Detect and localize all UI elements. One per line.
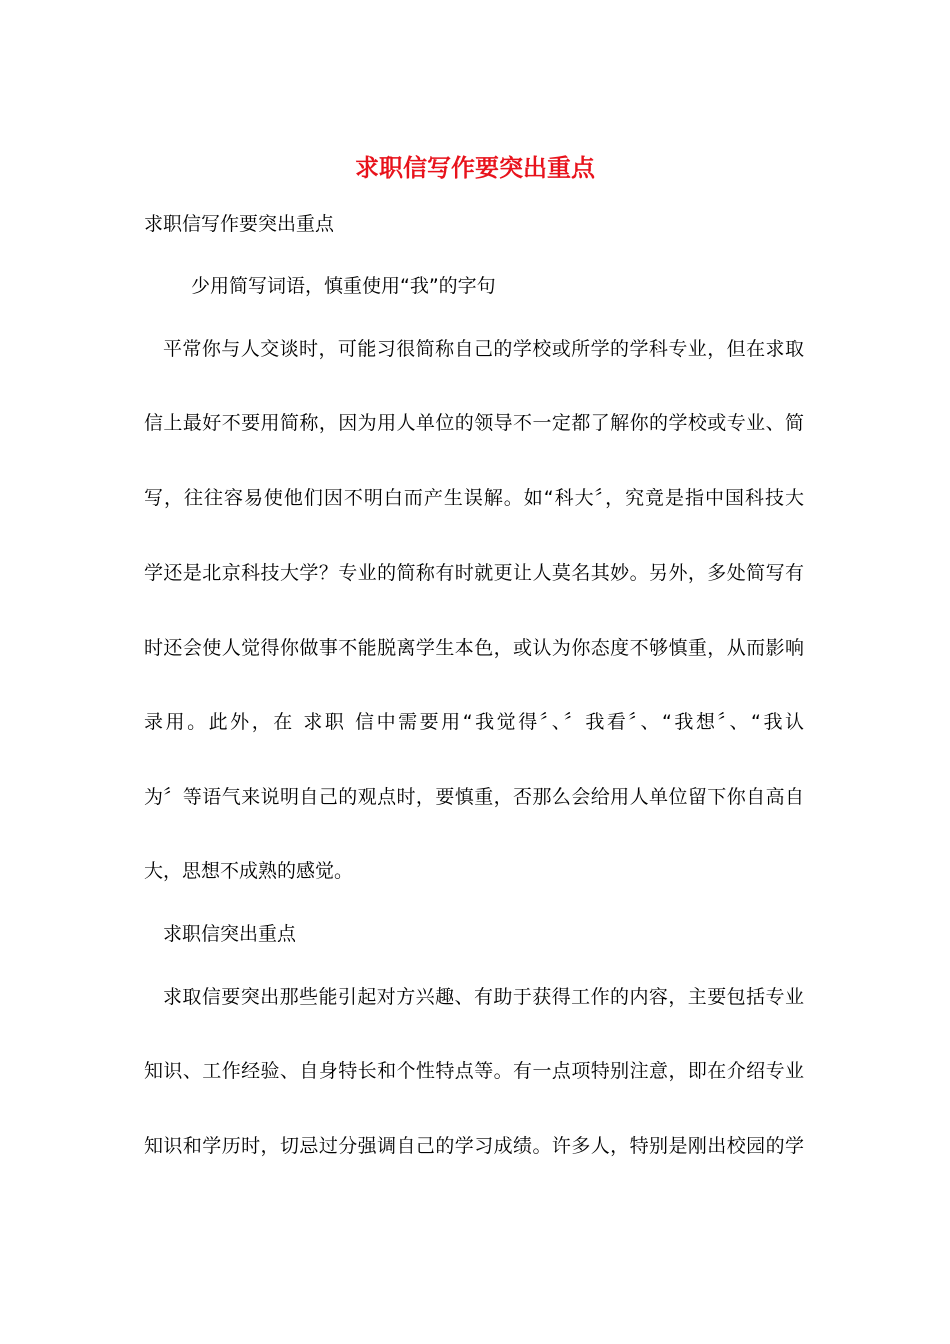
- paragraph-line: 大，思想不成熟的感觉。: [144, 860, 354, 882]
- section-heading: 少用简写词语，慎重使用“我”的字句: [191, 275, 496, 297]
- paragraph-line: 学还是北京科技大学？专业的简称有时就更让人莫名其妙。另外，多处简写有: [144, 562, 804, 584]
- section-heading: 求职信突出重点: [163, 923, 297, 945]
- paragraph-line: 平常你与人交谈时，可能习很简称自己的学校或所学的学科专业，但在求取: [163, 338, 804, 360]
- paragraph-line: 求取信要突出那些能引起对方兴趣、有助于获得工作的内容，主要包括专业: [163, 986, 804, 1008]
- paragraph-line: 时还会使人觉得你做事不能脱离学生本色，或认为你态度不够慎重，从而影响: [144, 637, 804, 659]
- subtitle-line: 求职信写作要突出重点: [144, 213, 335, 235]
- paragraph-line: 录用。此外，在 求职 信中需要用“我觉得〞、〞我看〞、“我想〞、“我认: [144, 711, 804, 733]
- paragraph-line: 知识、工作经验、自身特长和个性特点等。有一点项特别注意，即在介绍专业: [144, 1060, 804, 1082]
- paragraph-line: 知识和学历时，切忌过分强调自己的学习成绩。许多人，特别是刚出校园的学: [144, 1135, 804, 1157]
- paragraph-line: 写，往往容易使他们因不明白而产生误解。如“科大〞，究竟是指中国科技大: [144, 487, 804, 509]
- document-title: 求职信写作要突出重点: [355, 153, 595, 182]
- paragraph-line: 信上最好不要用简称，因为用人单位的领导不一定都了解你的学校或专业、简: [144, 412, 804, 434]
- paragraph-line: 为〞等语气来说明自己的观点时，要慎重，否那么会给用人单位留下你自高自: [144, 786, 804, 808]
